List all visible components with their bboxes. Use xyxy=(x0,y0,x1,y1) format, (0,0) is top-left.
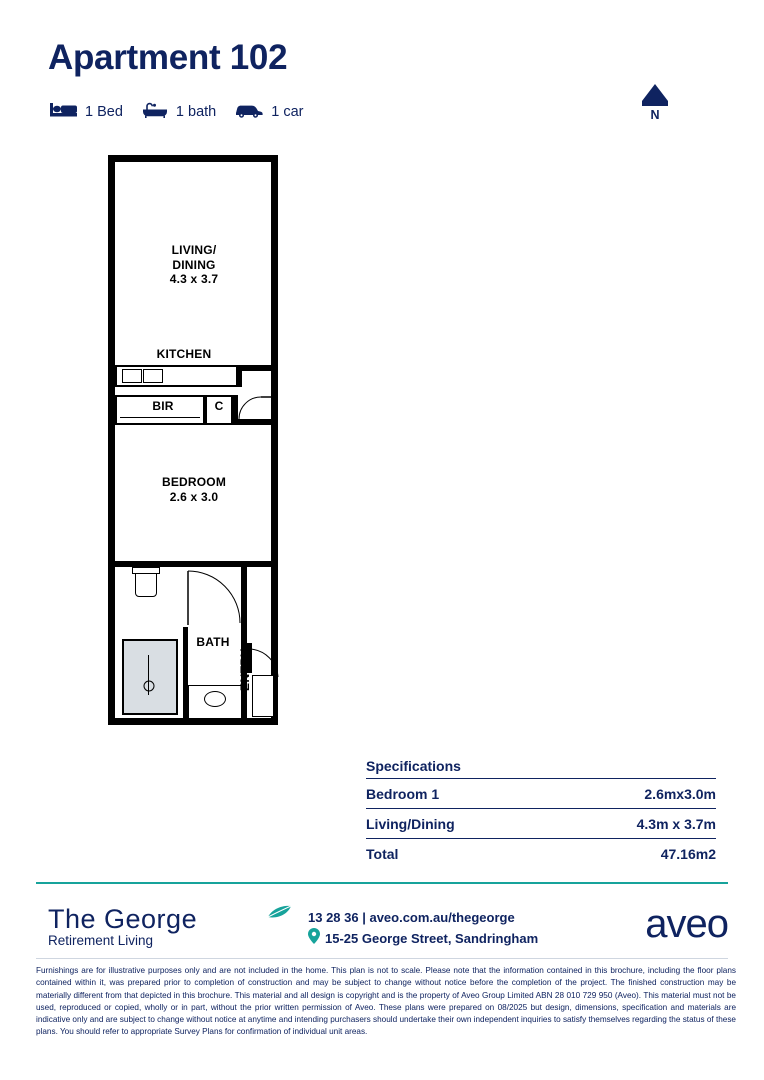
footer-divider xyxy=(36,882,728,884)
specifications-divider-3 xyxy=(366,838,716,839)
specifications-divider-1 xyxy=(366,778,716,779)
specifications-heading: Specifications xyxy=(366,758,461,774)
wall-top xyxy=(108,155,278,162)
disclaimer-divider xyxy=(36,958,728,959)
room-label-bedroom-dim: 2.6 x 3.0 xyxy=(169,489,219,504)
room-label-c xyxy=(205,399,233,414)
shower-head-icon xyxy=(138,675,160,697)
feature-car-label: 1 car xyxy=(271,103,304,120)
compass xyxy=(634,84,676,122)
kitchen-sink-right xyxy=(143,369,163,383)
specifications-block xyxy=(366,758,716,865)
brand-block xyxy=(48,904,197,948)
room-label-c-text: C xyxy=(214,399,224,413)
contact-address-row xyxy=(308,928,538,951)
location-pin-icon xyxy=(308,928,320,951)
bir-hanging-rail xyxy=(120,417,200,418)
spec-row-total xyxy=(366,843,716,865)
room-label-bir-text: BIR xyxy=(152,399,174,413)
leaf-icon xyxy=(264,903,294,926)
room-label-bedroom-text: BEDROOM xyxy=(161,475,227,489)
bath-icon xyxy=(141,101,169,122)
room-label-living-dim: 4.3 x 3.7 xyxy=(169,272,219,287)
north-arrow-base xyxy=(642,101,668,106)
page-title: Apartment 102 xyxy=(48,38,288,77)
contact-phone-web[interactable]: 13 28 36 | aveo.com.au/thegeorge xyxy=(308,910,515,925)
aveo-logo-text: aveo xyxy=(645,902,728,946)
feature-bed xyxy=(50,101,123,122)
floorplan-drawing xyxy=(108,155,278,725)
wall-bottom xyxy=(108,718,278,725)
spec-value-total: 47.16m2 xyxy=(660,846,716,862)
spec-value-bedroom: 2.6mx3.0m xyxy=(644,786,716,802)
compass-label: N xyxy=(650,108,660,122)
car-icon xyxy=(234,101,264,122)
room-label-living-line2: DINING xyxy=(172,257,216,272)
brand-tagline: Retirement Living xyxy=(48,933,154,948)
feature-bed-label: 1 Bed xyxy=(85,103,123,120)
feature-car xyxy=(234,101,303,122)
room-label-kitchen xyxy=(124,347,244,362)
room-label-entry: ENTRY xyxy=(238,648,252,691)
north-arrow-icon xyxy=(642,84,668,101)
feature-list xyxy=(50,101,303,122)
door-swing-hall-icon xyxy=(237,395,277,421)
wall-left xyxy=(108,155,115,725)
kitchen-sink-left xyxy=(122,369,142,383)
footer xyxy=(36,896,728,958)
toilet-cistern xyxy=(132,567,160,574)
room-label-bir xyxy=(128,399,198,414)
spec-value-living: 4.3m x 3.7m xyxy=(636,816,716,832)
room-label-living-line1: LIVING/ xyxy=(171,243,217,257)
door-swing-bath-icon xyxy=(186,569,242,627)
wall-right-upper xyxy=(271,155,278,725)
room-label-kitchen-text: KITCHEN xyxy=(156,347,212,361)
spec-row-living xyxy=(366,813,716,835)
bed-icon xyxy=(50,101,78,122)
room-label-bath-text: BATH xyxy=(196,635,230,649)
contact-address: 15-25 George Street, Sandringham xyxy=(325,931,539,947)
contact-block xyxy=(308,908,538,951)
spec-label-bedroom: Bedroom 1 xyxy=(366,786,440,802)
basin xyxy=(204,691,226,707)
aveo-logo xyxy=(645,902,728,947)
spec-row-bedroom xyxy=(366,783,716,805)
specifications-divider-2 xyxy=(366,808,716,809)
spec-label-total: Total xyxy=(366,846,399,862)
feature-bath xyxy=(141,101,216,122)
feature-bath-label: 1 bath xyxy=(175,103,217,120)
wall-kitchen-top-stub xyxy=(236,365,278,371)
spec-label-living: Living/Dining xyxy=(366,816,455,832)
room-label-bedroom xyxy=(124,475,264,504)
brand-name: The George xyxy=(48,904,198,934)
room-label-living xyxy=(124,243,264,287)
disclaimer-text: Furnishings are for illustrative purposes only and are not included in the home. This plan is not to scale. Please note that the information contained in this brochure, including the floor plans contained within it, was prepared prior to completion of construction and may be subject to change without notice before the completion of the project. The finished construction may be materially different from that depicted in this brochure. This material and all design is copyright and is the property of Aveo Group Limited ABN 28 010 729 950 (Aveo). This material must not be used, reproduced or copied, wholly or in part, without the prior written permission of Aveo. These plans were prepared on 08/2025 but design, dimensions, specification and materials are indicative only and are subject to change without notice at anytime and intending purchasers should undertake their own independent inquiries to satisfy themselves regarding the status of these plans. You should refer to appropriate Survey Plans for confirmation of individual unit areas. xyxy=(36,966,736,1037)
